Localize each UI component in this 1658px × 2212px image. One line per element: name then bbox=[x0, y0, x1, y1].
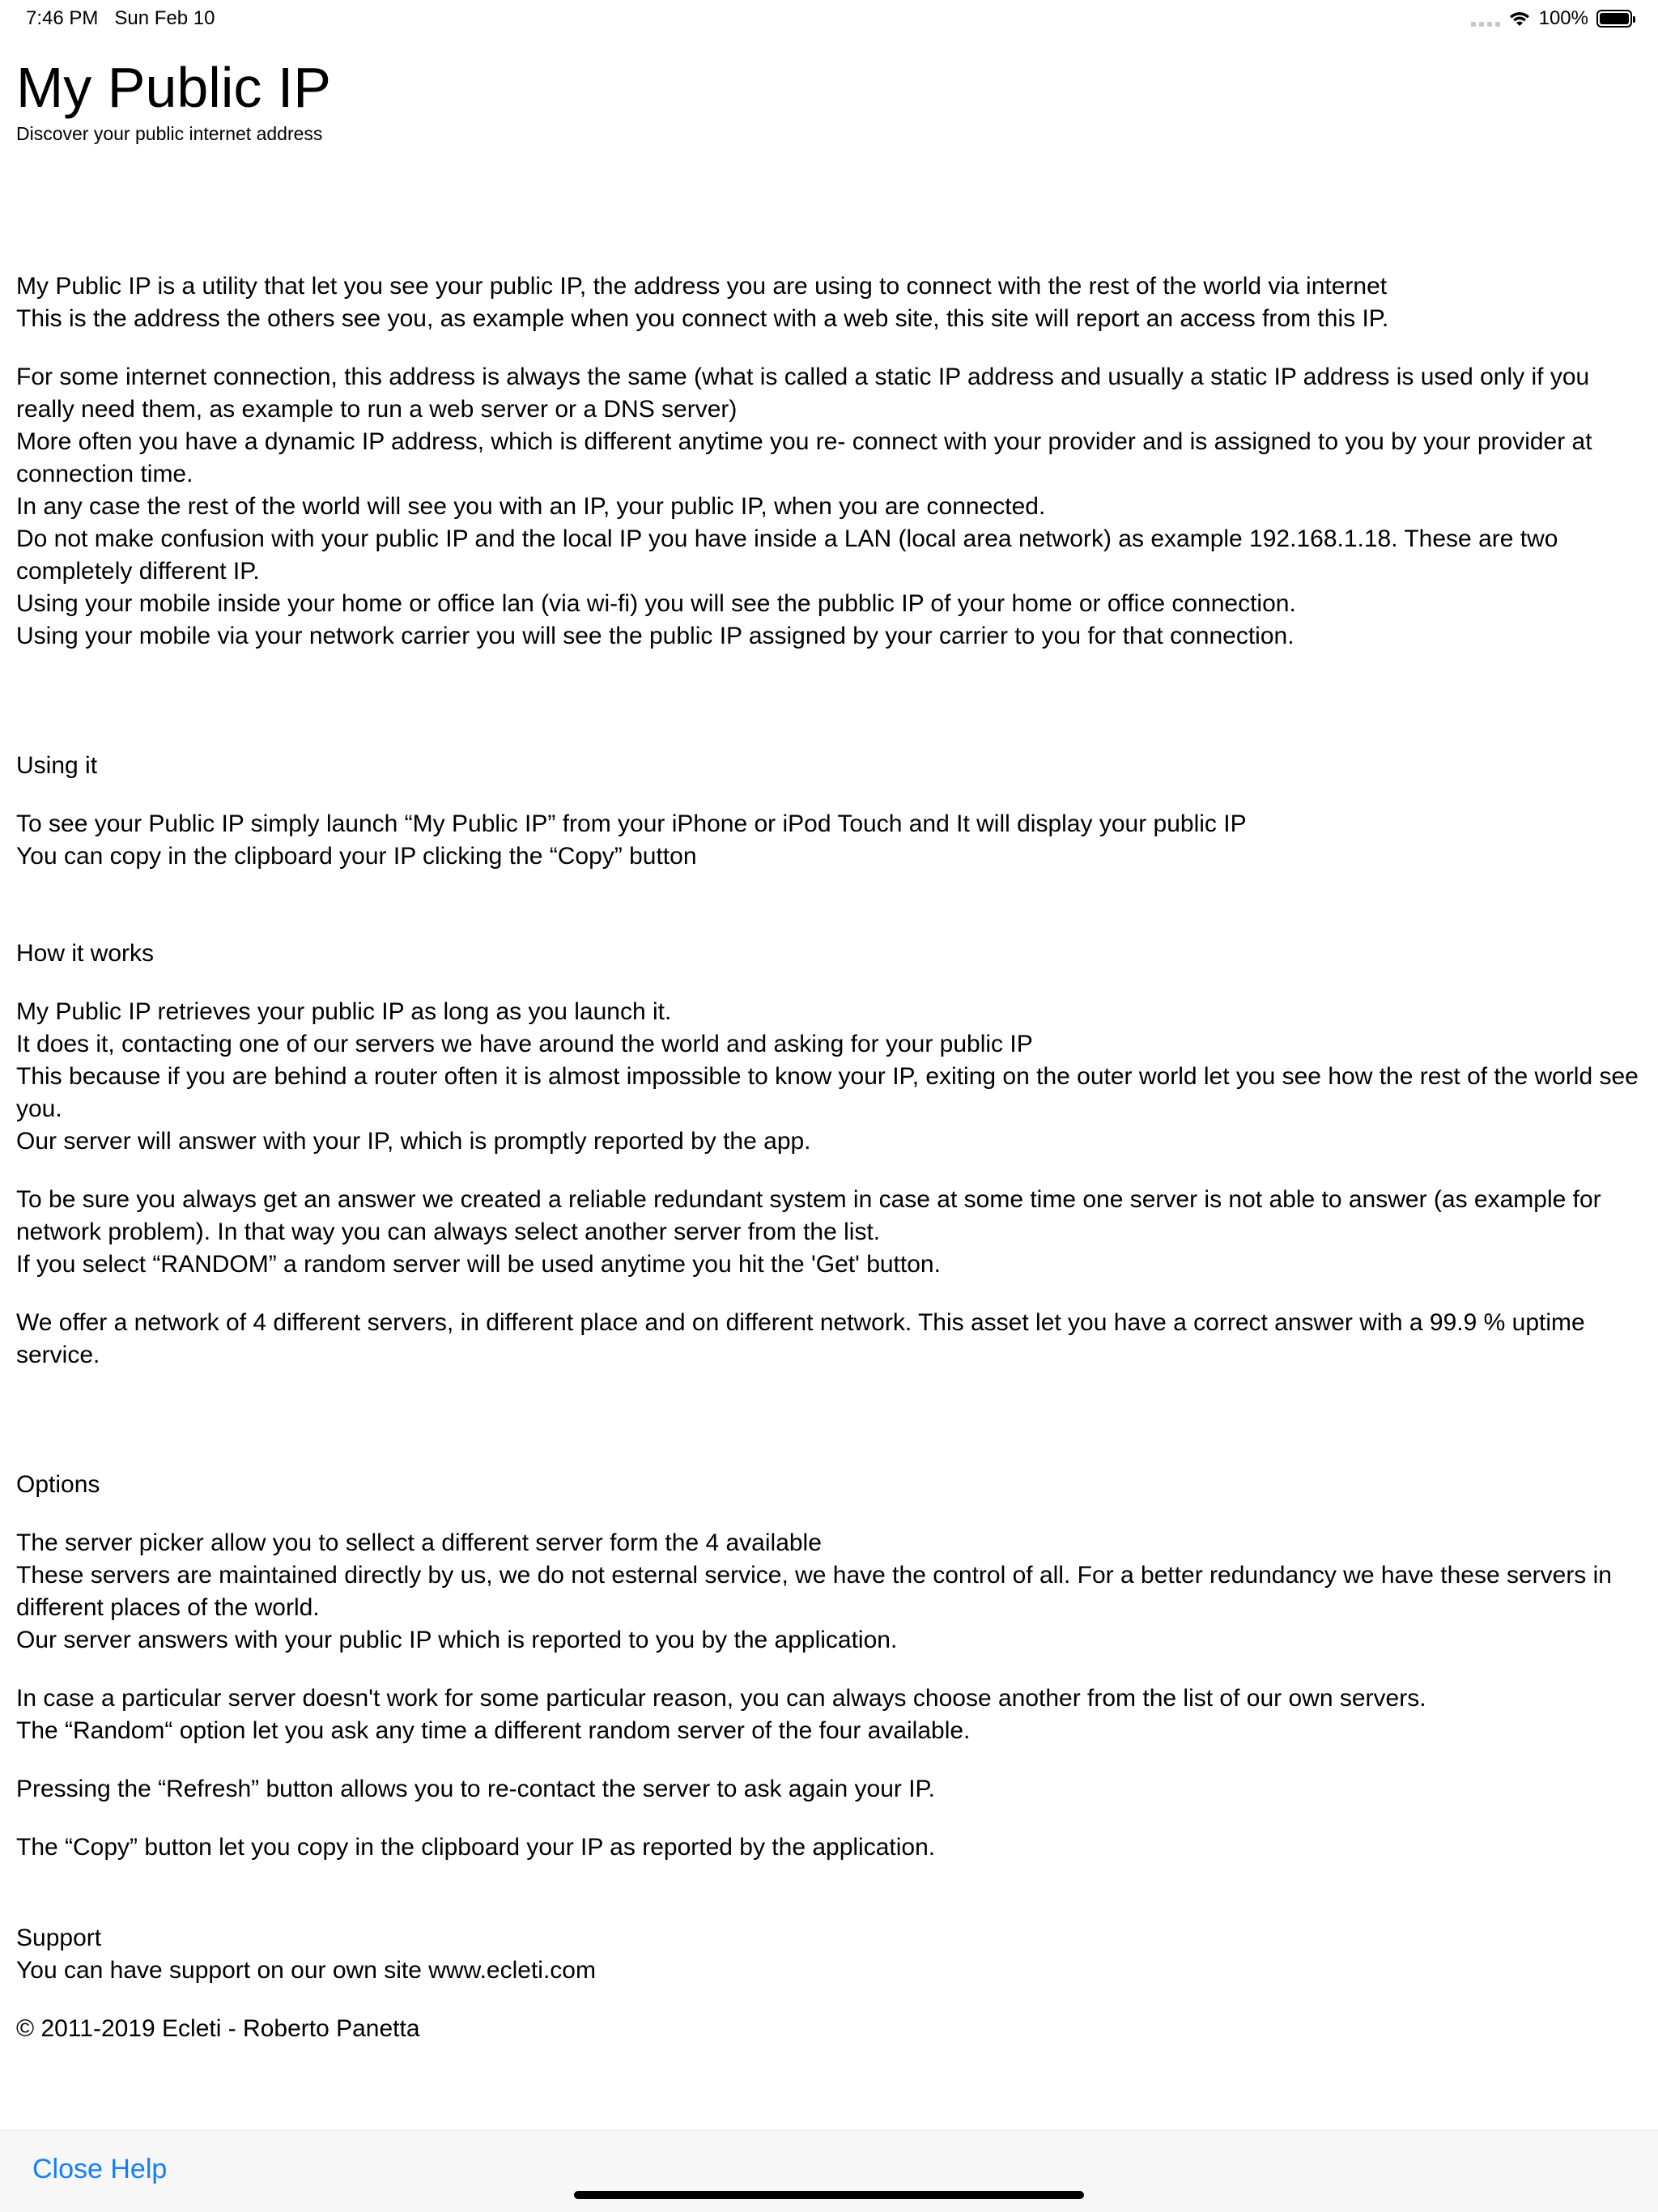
battery-percent: 100% bbox=[1538, 7, 1588, 29]
copyright-text: © 2011-2019 Ecleti - Roberto Panetta bbox=[16, 2015, 420, 2042]
help-content bbox=[16, 53, 1643, 2071]
options-paragraph-4: The “Copy” button let you copy in the clipboard your IP as reported by the application. bbox=[16, 1834, 936, 1861]
home-indicator[interactable] bbox=[574, 2191, 1084, 2199]
options-paragraph-3: Pressing the “Refresh” button allows you to re-contact the server to ask again your IP. bbox=[16, 1776, 936, 1802]
section-heading-using-it: Using it bbox=[16, 752, 98, 779]
how-it-works-paragraph-1: My Public IP retrieves your public IP as long as you launch it. It does it, contacting one of our servers we have around the world and asking for your public IP This because if you are behind a router often it is almost impossible to know your IP, exiting on the outer world let you see how the rest of the world see you. Our server will answer with your IP, which is promptly reported by the app. bbox=[16, 998, 1639, 1155]
how-it-works-paragraph-3: We offer a network of 4 different servers, in different place and on different network. This asset let you have a correct answer with a 99.9 % uptime service. bbox=[16, 1309, 1585, 1368]
options-paragraph-2: In case a particular server doesn't work for some particular reason, you can always choose another from the list of our own servers. The “Random“ option let you ask any time a different random server of the four available. bbox=[16, 1685, 1426, 1744]
status-time-date bbox=[26, 7, 215, 30]
bottom-toolbar bbox=[0, 2130, 1658, 2212]
page-subtitle: Discover your public internet address bbox=[16, 123, 323, 144]
page-title: My Public IP bbox=[16, 56, 331, 119]
status-indicators bbox=[1471, 7, 1632, 30]
status-time: 7:46 PM bbox=[26, 7, 99, 29]
cellular-signal-icon bbox=[1471, 11, 1500, 27]
wifi-icon bbox=[1508, 10, 1531, 28]
support-text: You can have support on our own site www.ecleti.com bbox=[16, 1957, 596, 1984]
status-bar bbox=[0, 0, 1658, 39]
help-body bbox=[16, 270, 1643, 2045]
how-it-works-paragraph-2: To be sure you always get an answer we created a reliable redundant system in case at some time one server is not able to answer (as example for network problem). In that way you can always select another server from the list. If you select “RANDOM” a random server will be used anytime you hit the 'Get' button. bbox=[16, 1186, 1601, 1278]
using-it-paragraph: To see your Public IP simply launch “My Public IP” from your iPhone or iPod Touch and It will display your public IP You can copy in the clipboard your IP clicking the “Copy” button bbox=[16, 810, 1247, 870]
battery-icon bbox=[1596, 10, 1632, 28]
intro-paragraph-2: For some internet connection, this address is always the same (what is called a static IP address and usually a static IP address is used only if you really need them, as example to run a web server or a DNS server) More often you have a dynamic IP address, which is different anytime you re- connect with your provider and is assigned to you by your provider at connection time. In any case the rest of the world will see you with an IP, your public IP, when you are connected. Do not make confusion with your public IP and the local IP you have inside a LAN (local area network) as example 192.168.1.18. These are two completely different IP. Using your mobile inside your home or office lan (via wi-fi) you will see the pubblic IP of your home or office connection. Using your mobile via your network carrier you will see the public IP assigned by your carrier to you for that connection. bbox=[16, 364, 1592, 649]
section-heading-support: Support bbox=[16, 1925, 102, 1951]
close-help-button[interactable]: Close Help bbox=[32, 2154, 168, 2184]
status-date: Sun Feb 10 bbox=[114, 7, 215, 29]
section-heading-how-it-works: How it works bbox=[16, 940, 155, 967]
options-paragraph-1: The server picker allow you to sellect a different server form the 4 available These servers are maintained directly by us, we do not esternal service, we have the control of all. For a better redundancy we have these servers in different places of the world. Our server answers with your public IP which is reported to you by the application. bbox=[16, 1529, 1612, 1653]
intro-paragraph-1: My Public IP is a utility that let you see your public IP, the address you are using to connect with the rest of the world via internet This is the address the others see you, as example when you connect with a web site, this site will report an access from this IP. bbox=[16, 273, 1389, 332]
section-heading-options: Options bbox=[16, 1471, 100, 1498]
